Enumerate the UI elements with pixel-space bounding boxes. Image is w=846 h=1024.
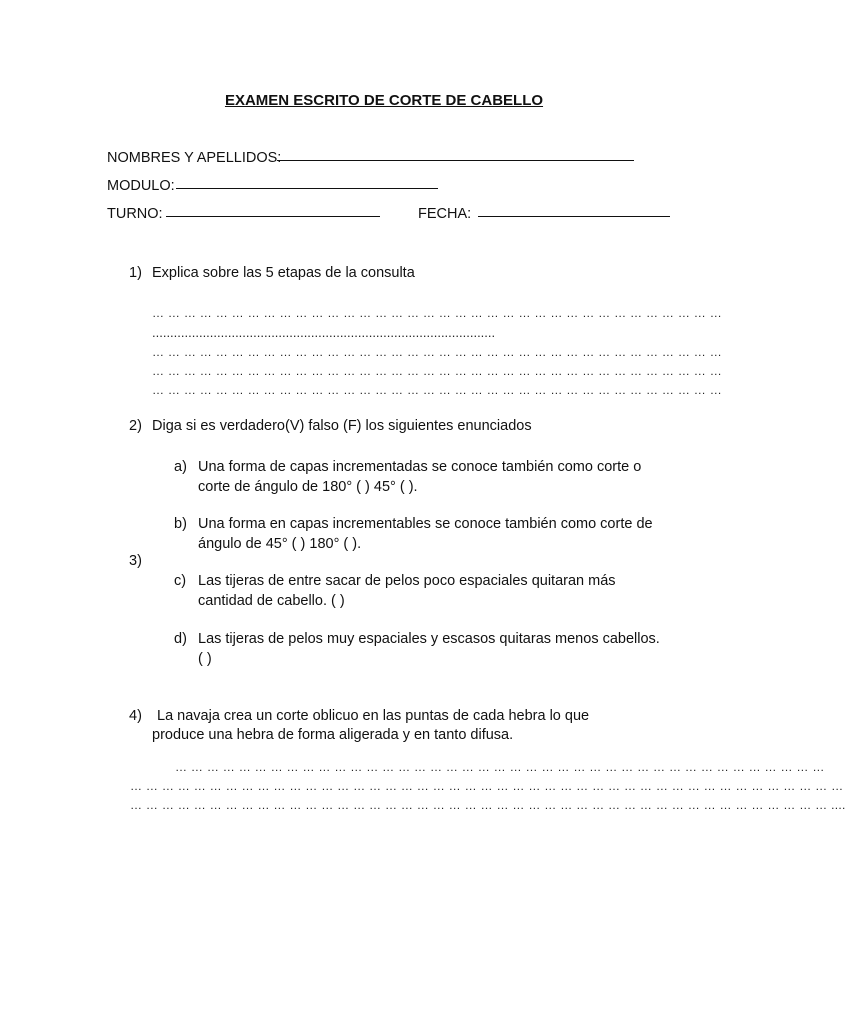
q1-answer-line[interactable]: … … … … … … … … … … … … … … … … … … … … … … … … … … … … … … … … … … … …: [152, 364, 722, 378]
q4-answer-line[interactable]: … … … … … … … … … … … … … … … … … … … … … … … … … … … … … … … … … … … … … … … … …: [175, 760, 825, 774]
nombres-label: NOMBRES Y APELLIDOS:: [107, 150, 282, 166]
modulo-field[interactable]: [176, 188, 438, 189]
fecha-field[interactable]: [478, 216, 670, 217]
item-marker: a): [174, 459, 187, 475]
item-marker: d): [174, 631, 187, 647]
modulo-label: MODULO:: [107, 178, 175, 194]
q2-text: Diga si es verdadero(V) falso (F) los siguientes enunciados: [152, 418, 532, 434]
fecha-label: FECHA:: [418, 206, 472, 222]
q3-number: 3): [129, 553, 142, 569]
q1-answer-line[interactable]: … … … … … … … … … … … … … … … … … … … … … … … … … … … … … … … … … … … …: [152, 345, 722, 359]
q2-item-c[interactable]: [174, 571, 674, 613]
q4-number: 4): [129, 708, 142, 724]
q1-number: 1): [129, 265, 142, 281]
item-marker: c): [174, 573, 187, 589]
turno-label: TURNO:: [107, 206, 163, 222]
q1-answer-line[interactable]: ...............................................................................................: [152, 325, 496, 340]
q4-answer-line[interactable]: … … … … … … … … … … … … … … … … … … … … … … … … … … … … … … … … … … … … … … … … … … … … ....: [130, 798, 846, 812]
item-text: Una forma de capas incrementadas se conoce también como corte o corte de ángulo de 180° ( ) 45° ( ).: [198, 459, 642, 495]
q1-text: Explica sobre las 5 etapas de la consulta: [152, 265, 415, 281]
item-text: Las tijeras de entre sacar de pelos poco espaciales quitaran más cantidad de cabello. ( ): [198, 573, 616, 609]
exam-title: EXAMEN ESCRITO DE CORTE DE CABELLO: [224, 92, 544, 109]
item-marker: b): [174, 516, 187, 532]
q2-item-a[interactable]: [174, 457, 674, 499]
q1-answer-line[interactable]: … … … … … … … … … … … … … … … … … … … … … … … … … … … … … … … … … … … …: [152, 306, 722, 320]
q1-answer-line[interactable]: … … … … … … … … … … … … … … … … … … … … … … … … … … … … … … … … … … … …: [152, 383, 722, 397]
q4-answer-line[interactable]: … … … … … … … … … … … … … … … … … … … … … … … … … … … … … … … … … … … … … … … … … … … … …: [130, 779, 844, 793]
item-text: Una forma en capas incrementables se conoce también como corte de ángulo de 45° ( ) 180° ( ).: [198, 516, 653, 552]
q2-number: 2): [129, 418, 142, 434]
q4-text-line2: produce una hebra de forma aligerada y en tanto difusa.: [152, 727, 514, 743]
nombres-field[interactable]: [277, 160, 634, 161]
q4-text-line1: La navaja crea un corte oblicuo en las puntas de cada hebra lo que: [157, 708, 590, 724]
turno-field[interactable]: [166, 216, 380, 217]
q2-item-d[interactable]: [174, 629, 674, 671]
item-text: Las tijeras de pelos muy espaciales y escasos quitaras menos cabellos. ( ): [198, 631, 660, 667]
q2-item-b[interactable]: [174, 514, 674, 556]
